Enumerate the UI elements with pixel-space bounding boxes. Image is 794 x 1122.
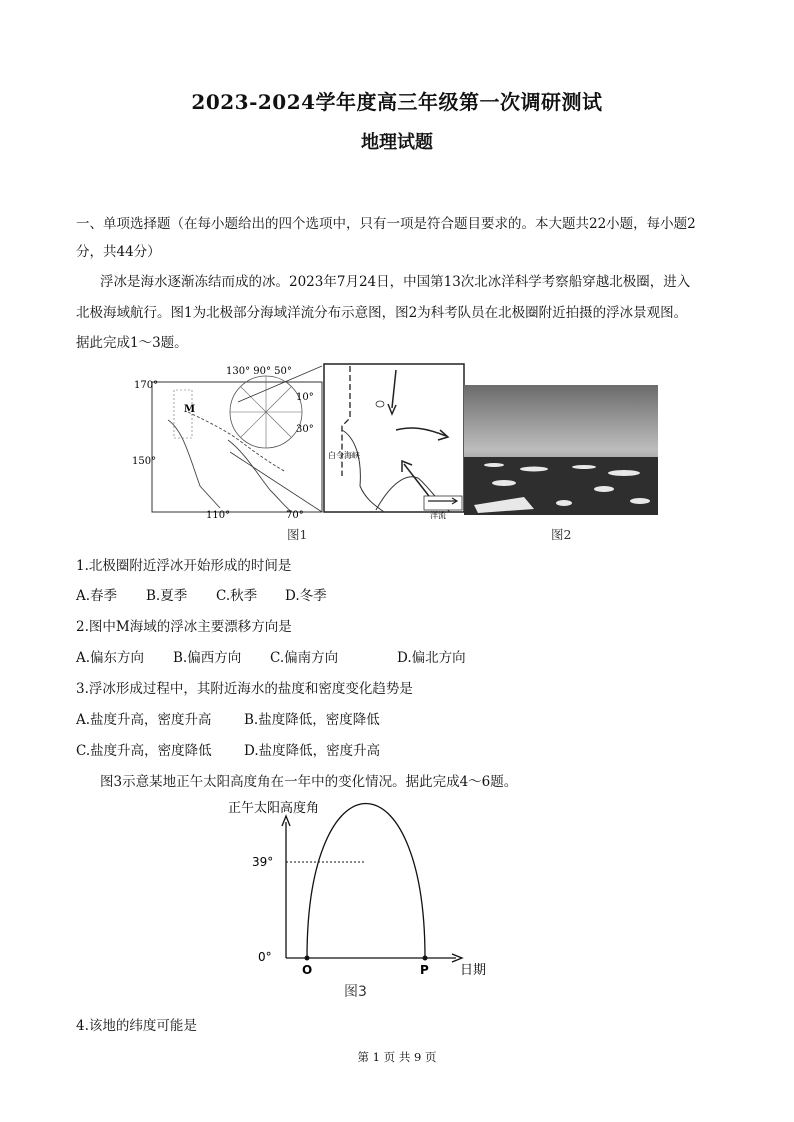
y-tick-39: 39° <box>252 855 274 869</box>
y-axis-label: 正午太阳高度角 <box>228 801 320 816</box>
page-footer: 第 1 页 共 9 页 <box>357 1050 437 1064</box>
exam-subtitle: 地理试题 <box>361 132 433 153</box>
label-lon-170: 170° <box>134 380 159 391</box>
exam-title: 2023-2024学年度高三年级第一次调研测试 <box>191 90 603 114</box>
q1-option-d: D.冬季 <box>285 588 327 604</box>
y-tick-0: 0° <box>258 950 272 964</box>
label-lon-70: 70° <box>286 510 304 520</box>
x-axis-label: 日期 <box>460 963 487 978</box>
q3-option-a: A.盐度升高，密度升高 <box>76 712 212 728</box>
label-strait: 白令海峡 <box>328 451 360 460</box>
intro2: 图3示意某地正午太阳高度角在一年中的变化情况。据此完成4～6题。 <box>100 774 518 790</box>
q1-option-c: C.秋季 <box>216 588 258 604</box>
point-o <box>305 956 310 961</box>
label-lon-top: 130° 90° 50° <box>226 366 292 377</box>
q1-stem: 1.北极圈附近浮冰开始形成的时间是 <box>76 558 292 574</box>
figure3-noon-sun-altitude-chart <box>220 798 500 1008</box>
label-lon-110: 110° <box>206 510 231 520</box>
figure2-sea-ice-photo <box>464 385 658 515</box>
q4-stem: 4.该地的纬度可能是 <box>76 1018 197 1034</box>
q3-option-c: C.盐度升高，密度降低 <box>76 743 212 759</box>
sun-altitude-curve <box>307 804 425 959</box>
figure1-caption: 图1 <box>287 527 308 542</box>
q2-option-c: C.偏南方向 <box>270 650 339 666</box>
section-heading-line1: 一、单项选择题（在每小题给出的四个选项中，只有一项是符合题目要求的。本大题共22小题，每小题2 <box>76 216 696 232</box>
x-tick-o: O <box>302 963 313 977</box>
q3-option-b: B.盐度降低，密度降低 <box>244 712 380 728</box>
label-lon-150: 150° <box>132 456 157 467</box>
figure3-caption: 图3 <box>344 984 367 1000</box>
label-m: M <box>184 404 196 415</box>
intro1-line2: 北极海域航行。图1为北极部分海域洋流分布示意图，图2为科考队员在北极圈附近拍摄的浮冰景观图。 <box>76 305 688 321</box>
q1-option-b: B.夏季 <box>146 588 188 604</box>
label-lon-10: 10° <box>296 392 314 403</box>
intro1-line3: 据此完成1～3题。 <box>76 335 188 351</box>
label-lon-30: 30° <box>296 424 314 435</box>
q3-stem: 3.浮冰形成过程中，其附近海水的盐度和密度变化趋势是 <box>76 681 413 697</box>
point-p <box>423 956 428 961</box>
q2-option-a: A.偏东方向 <box>76 650 145 666</box>
q2-option-d: D.偏北方向 <box>397 650 466 666</box>
q3-option-d: D.盐度降低，密度升高 <box>244 743 381 759</box>
legend-current: 洋流 <box>430 511 446 520</box>
section-heading-line2: 分，共44分） <box>76 244 161 260</box>
x-tick-p: P <box>420 963 429 977</box>
q2-stem: 2.图中M海域的浮冰主要漂移方向是 <box>76 619 292 635</box>
intro1-line1: 浮冰是海水逐渐冻结而成的冰。2023年7月24日，中国第13次北冰洋科学考察船穿越北极圈，进入 <box>100 274 691 290</box>
q2-option-b: B.偏西方向 <box>173 650 242 666</box>
figure2-caption: 图2 <box>551 527 572 542</box>
q1-option-a: A.春季 <box>76 588 118 604</box>
figure1-ocean-current-map <box>128 360 468 520</box>
